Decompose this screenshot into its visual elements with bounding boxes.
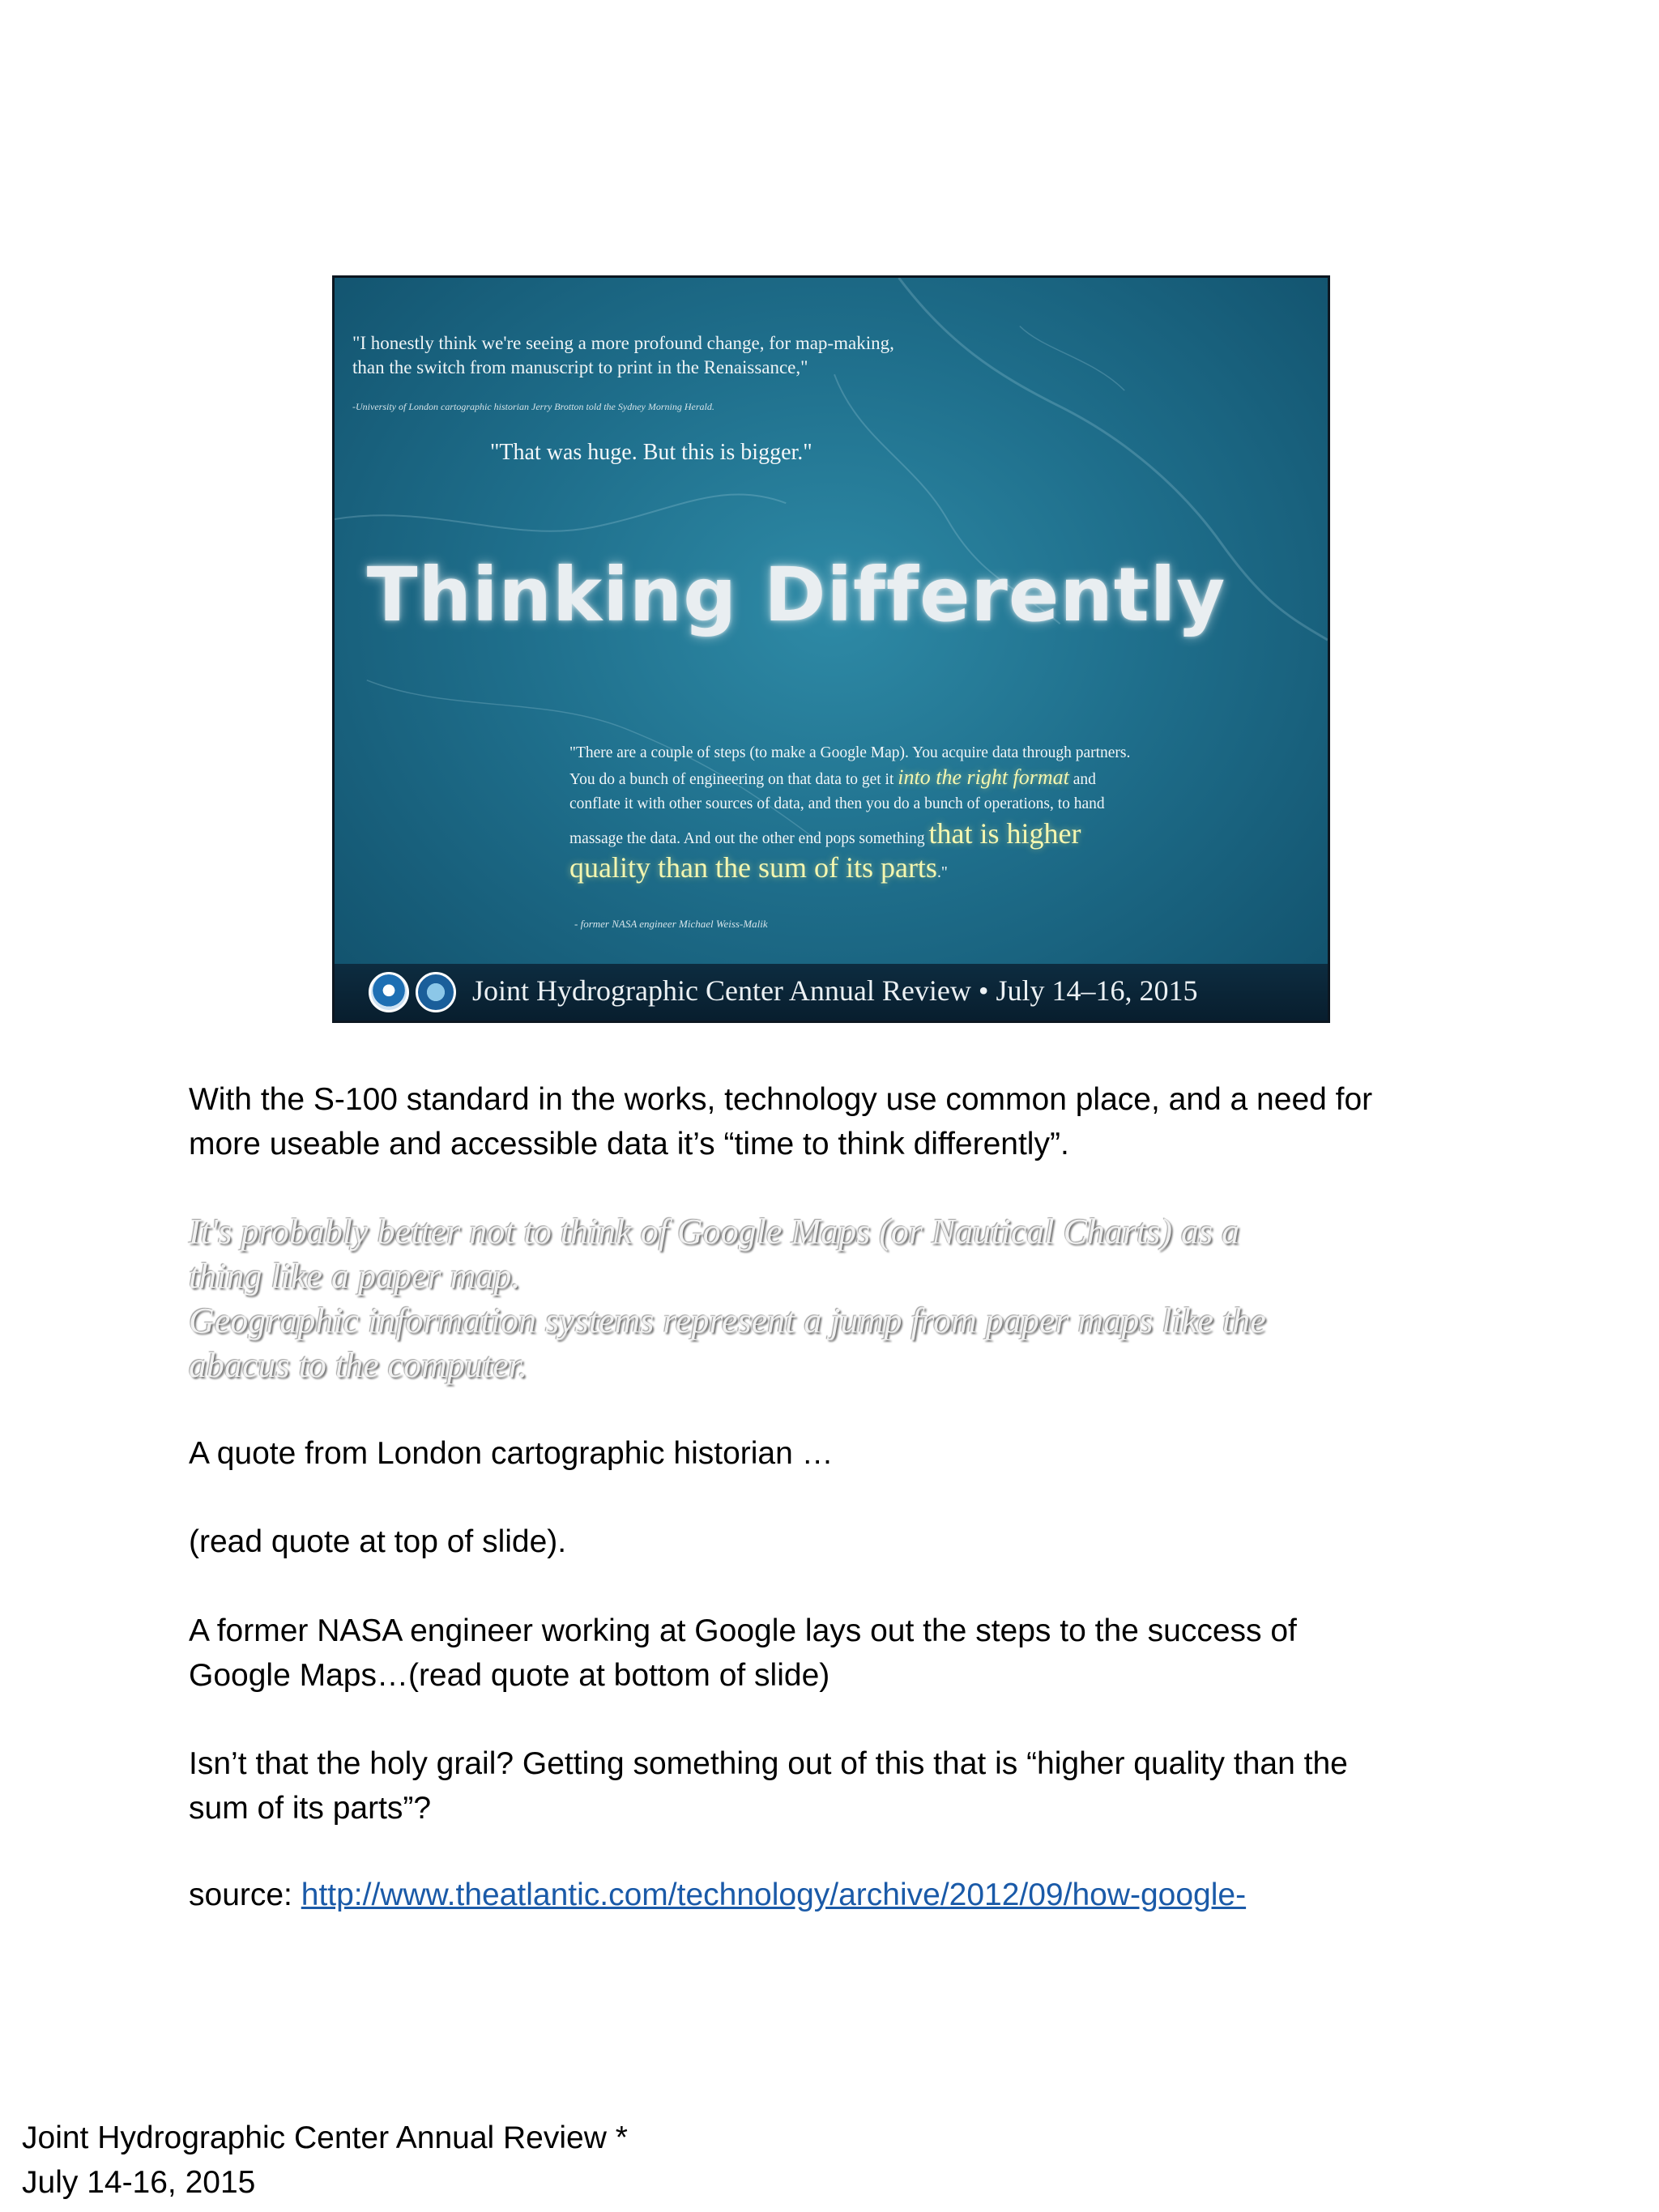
source-label: source: (189, 1877, 292, 1912)
page-footer-line: July 14-16, 2015 (22, 2165, 256, 2200)
bottom-quote-text: You do a bunch of engineering on that data to get it (569, 771, 894, 788)
top-quote-line: than the switch from manuscript to print in the Renaissance," (352, 357, 808, 377)
note-line: Google Maps…(read quote at bottom of slide) (189, 1658, 830, 1693)
note-line: sum of its parts”? (189, 1791, 432, 1826)
highlight-right-format: into the right format (898, 765, 1069, 789)
bottom-quote-text: massage the data. And out the other end pops something (569, 830, 925, 847)
bottom-quote-line: "There are a couple of steps (to make a Google Map). You acquire data through partners. (569, 744, 1131, 761)
page-footer-line: Joint Hydrographic Center Annual Review * (22, 2120, 628, 2155)
note-line: abacus to the computer. (189, 1345, 527, 1385)
slide-title: Thinking Differently (366, 552, 1226, 638)
slide-image (332, 275, 1330, 1023)
highlight-higher: that is higher (928, 817, 1081, 850)
source-link[interactable]: http://www.theatlantic.com/technology/archive/2012/09/how-google- (301, 1877, 1247, 1912)
top-quote-tagline: "That was huge. But this is bigger." (490, 440, 812, 465)
note-line: With the S-100 standard in the works, technology use common place, and a need for (189, 1082, 1373, 1117)
top-quote (352, 331, 1049, 380)
noaa-logo-icon (369, 972, 409, 1012)
bottom-quote-attribution: - former NASA engineer Michael Weiss-Malik (574, 918, 768, 930)
page-footer (22, 2116, 751, 2205)
bottom-quote (569, 741, 1315, 889)
top-quote-attribution: -University of London cartographic historian Jerry Brotton told the Sydney Morning Herald. (352, 401, 714, 412)
bottom-quote-line (569, 817, 1315, 851)
note-line: It's probably better not to think of Google Maps (or Nautical Charts) as a (189, 1212, 1240, 1251)
note-intro (189, 1077, 1485, 1166)
note-line: more useable and accessible data it’s “time to think differently”. (189, 1127, 1069, 1161)
note-paragraph (189, 1741, 1485, 1831)
note-line: Isn’t that the holy grail? Getting something out of this that is “higher quality than the (189, 1746, 1348, 1781)
map-background-icon (335, 278, 1328, 1021)
slide-footer (335, 964, 1328, 1021)
note-paragraph: (read quote at top of slide). (189, 1524, 567, 1559)
note-line: Geographic information systems represent a jump from paper maps like the (189, 1301, 1266, 1340)
note-paragraph: A quote from London cartographic historian … (189, 1436, 834, 1471)
note-source (189, 1873, 1485, 1917)
highlight-quality: quality than the sum of its parts (569, 851, 937, 884)
note-line: thing like a paper map. (189, 1256, 521, 1296)
note-italic-quote (189, 1209, 1517, 1387)
note-paragraph (189, 1609, 1485, 1698)
bottom-quote-text: and (1073, 771, 1096, 788)
slide-footer-text: Joint Hydrographic Center Annual Review • July 14–16, 2015 (472, 974, 1198, 1007)
bottom-quote-line (569, 765, 1315, 792)
bottom-quote-line: conflate it with other sources of data, and then you do a bunch of operations, to hand (569, 795, 1105, 812)
note-line: A former NASA engineer working at Google lays out the steps to the success of (189, 1613, 1297, 1648)
bottom-quote-text: ." (936, 864, 948, 881)
bottom-quote-line (569, 851, 1315, 889)
nh-seal-icon (416, 972, 456, 1012)
top-quote-line: "I honestly think we're seeing a more profound change, for map-making, (352, 333, 894, 353)
